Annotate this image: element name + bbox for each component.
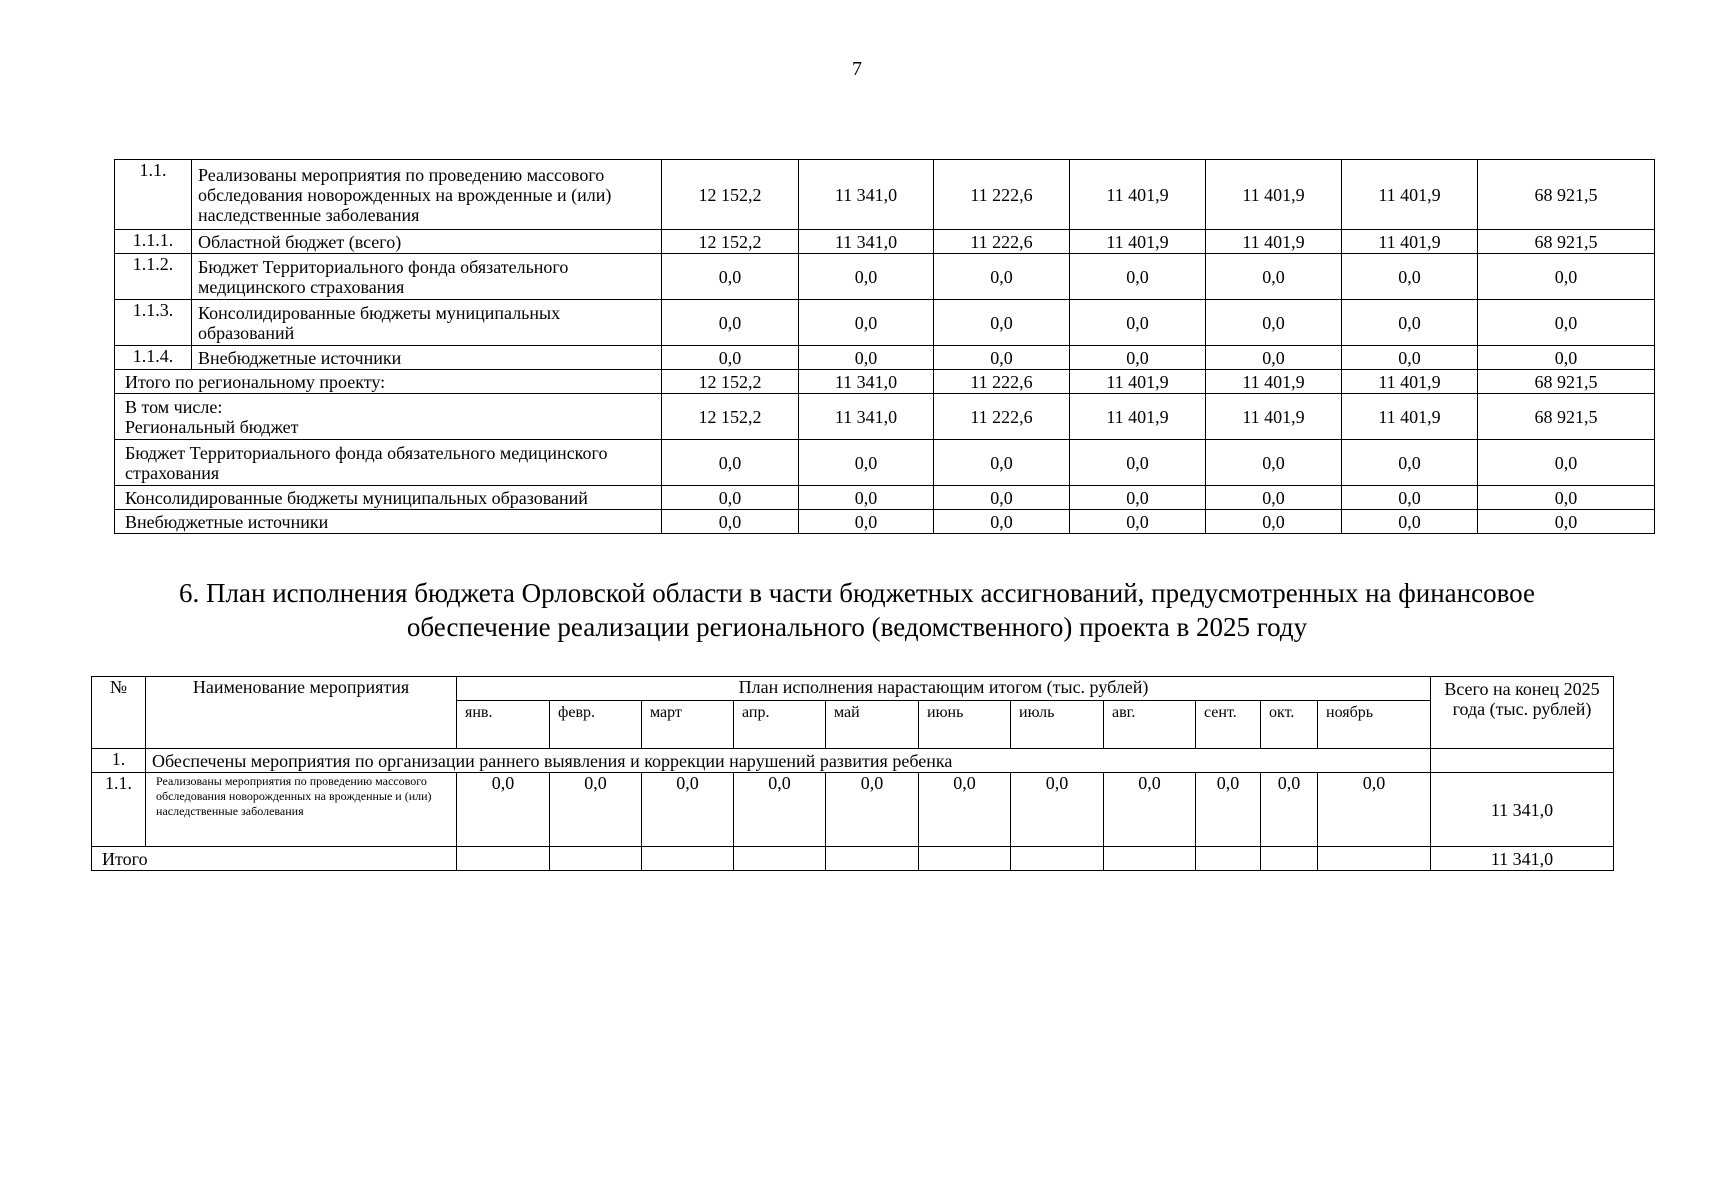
total-month-cell bbox=[734, 847, 826, 871]
row-name: Внебюджетные источники bbox=[192, 346, 662, 370]
summary-row bbox=[115, 510, 1655, 534]
month-header: февр. bbox=[550, 701, 642, 749]
summary-value: 11 341,0 bbox=[799, 370, 934, 394]
summary-row bbox=[115, 370, 1655, 394]
month-value: 0,0 bbox=[919, 773, 1011, 847]
row-code: 1.1.2. bbox=[115, 254, 192, 300]
table-row bbox=[115, 160, 1655, 230]
table-row bbox=[115, 254, 1655, 300]
row-value: 0,0 bbox=[1206, 300, 1342, 346]
row-value: 12 152,2 bbox=[662, 230, 799, 254]
summary-value: 11 401,9 bbox=[1342, 370, 1478, 394]
month-header: май bbox=[826, 701, 919, 749]
summary-value: 0,0 bbox=[1070, 486, 1206, 510]
summary-value: 0,0 bbox=[1478, 486, 1655, 510]
month-header: июль bbox=[1011, 701, 1104, 749]
month-value: 0,0 bbox=[1104, 773, 1196, 847]
month-header: авг. bbox=[1104, 701, 1196, 749]
summary-value: 11 401,9 bbox=[1070, 394, 1206, 440]
row-value: 0,0 bbox=[934, 254, 1070, 300]
month-value: 0,0 bbox=[550, 773, 642, 847]
summary-row bbox=[115, 440, 1655, 486]
total-label: Итого bbox=[92, 847, 457, 871]
table-row bbox=[115, 230, 1655, 254]
header-total: Всего на конец 2025 года (тыс. рублей) bbox=[1431, 677, 1614, 749]
row-name: Реализованы мероприятия по проведению массового обследования новорожденных на врожденные и (или) наследственные заболевания bbox=[192, 160, 662, 230]
summary-name: Итого по региональному проекту: bbox=[115, 370, 662, 394]
row-value: 0,0 bbox=[934, 300, 1070, 346]
row-value: 11 222,6 bbox=[934, 160, 1070, 230]
row-value: 12 152,2 bbox=[662, 160, 799, 230]
summary-name: Внебюджетные источники bbox=[115, 510, 662, 534]
row-value: 0,0 bbox=[799, 254, 934, 300]
month-header: сент. bbox=[1196, 701, 1261, 749]
summary-value: 0,0 bbox=[1070, 510, 1206, 534]
summary-name: Бюджет Территориального фонда обязательного медицинского страхования bbox=[115, 440, 662, 486]
row-code: 1.1.1. bbox=[115, 230, 192, 254]
summary-value: 11 222,6 bbox=[934, 394, 1070, 440]
row-value: 0,0 bbox=[1478, 254, 1655, 300]
row-value: 0,0 bbox=[1342, 346, 1478, 370]
summary-value: 12 152,2 bbox=[662, 394, 799, 440]
summary-value: 0,0 bbox=[1206, 440, 1342, 486]
item-code: 1.1. bbox=[92, 773, 146, 847]
month-header: март bbox=[642, 701, 734, 749]
item-name: Реализованы мероприятия по проведению массового обследования новорожденных на врожденные и (или) наследственные заболевания bbox=[146, 773, 457, 847]
total-month-cell bbox=[826, 847, 919, 871]
row-value: 11 401,9 bbox=[1070, 160, 1206, 230]
row-value: 11 401,9 bbox=[1206, 230, 1342, 254]
summary-value: 0,0 bbox=[1478, 440, 1655, 486]
row-value: 0,0 bbox=[1070, 254, 1206, 300]
summary-value: 11 401,9 bbox=[1070, 370, 1206, 394]
month-value: 0,0 bbox=[1011, 773, 1104, 847]
total-month-cell bbox=[919, 847, 1011, 871]
summary-value: 0,0 bbox=[662, 510, 799, 534]
summary-value: 0,0 bbox=[799, 510, 934, 534]
month-header: ноябрь bbox=[1318, 701, 1431, 749]
summary-value: 12 152,2 bbox=[662, 370, 799, 394]
month-value: 0,0 bbox=[826, 773, 919, 847]
total-month-cell bbox=[1011, 847, 1104, 871]
summary-value: 68 921,5 bbox=[1478, 370, 1655, 394]
month-value: 0,0 bbox=[457, 773, 550, 847]
row-value: 0,0 bbox=[662, 254, 799, 300]
row-value: 0,0 bbox=[1206, 346, 1342, 370]
total-value: 11 341,0 bbox=[1431, 847, 1614, 871]
row-name: Консолидированные бюджеты муниципальных образований bbox=[192, 300, 662, 346]
header-name: Наименование мероприятия bbox=[146, 677, 457, 749]
row-value: 0,0 bbox=[662, 346, 799, 370]
summary-value: 0,0 bbox=[934, 486, 1070, 510]
summary-value: 0,0 bbox=[799, 486, 934, 510]
section-heading-line1: 6. План исполнения бюджета Орловской области в части бюджетных ассигнований, предусмотренных на финансовое bbox=[179, 578, 1535, 608]
month-header: июнь bbox=[919, 701, 1011, 749]
row-value: 11 341,0 bbox=[799, 230, 934, 254]
summary-value: 0,0 bbox=[1070, 440, 1206, 486]
row-value: 0,0 bbox=[1070, 346, 1206, 370]
total-month-cell bbox=[642, 847, 734, 871]
section-heading-line2: обеспечение реализации регионального (ведомственного) проекта в 2025 году bbox=[406, 612, 1308, 642]
row-value: 0,0 bbox=[1342, 300, 1478, 346]
item-total: 11 341,0 bbox=[1431, 773, 1614, 847]
month-value: 0,0 bbox=[1196, 773, 1261, 847]
summary-value: 11 401,9 bbox=[1206, 394, 1342, 440]
month-header: апр. bbox=[734, 701, 826, 749]
summary-value: 68 921,5 bbox=[1478, 394, 1655, 440]
summary-row bbox=[115, 394, 1655, 440]
month-value: 0,0 bbox=[642, 773, 734, 847]
row-value: 68 921,5 bbox=[1478, 230, 1655, 254]
row-code: 1.1.3. bbox=[115, 300, 192, 346]
summary-value: 0,0 bbox=[934, 510, 1070, 534]
row-value: 0,0 bbox=[1478, 300, 1655, 346]
header-num: № bbox=[92, 677, 146, 749]
row-value: 0,0 bbox=[1342, 254, 1478, 300]
total-month-cell bbox=[457, 847, 550, 871]
summary-row bbox=[115, 486, 1655, 510]
budget-table bbox=[114, 159, 1655, 534]
row-name: Бюджет Территориального фонда обязательного медицинского страхования bbox=[192, 254, 662, 300]
table-row bbox=[115, 300, 1655, 346]
total-month-cell bbox=[1104, 847, 1196, 871]
summary-value: 11 341,0 bbox=[799, 394, 934, 440]
row-value: 0,0 bbox=[662, 300, 799, 346]
summary-value: 0,0 bbox=[1342, 510, 1478, 534]
month-value: 0,0 bbox=[1318, 773, 1431, 847]
summary-value: 0,0 bbox=[662, 440, 799, 486]
table-row bbox=[115, 346, 1655, 370]
row-value: 0,0 bbox=[799, 300, 934, 346]
group-code: 1. bbox=[92, 749, 146, 773]
summary-value: 11 222,6 bbox=[934, 370, 1070, 394]
summary-value: 0,0 bbox=[1342, 440, 1478, 486]
month-header: янв. bbox=[457, 701, 550, 749]
row-code: 1.1. bbox=[115, 160, 192, 230]
row-value: 11 401,9 bbox=[1206, 160, 1342, 230]
summary-value: 0,0 bbox=[934, 440, 1070, 486]
row-value: 11 401,9 bbox=[1342, 160, 1478, 230]
summary-value: 11 401,9 bbox=[1206, 370, 1342, 394]
summary-value: 0,0 bbox=[662, 486, 799, 510]
row-value: 0,0 bbox=[1206, 254, 1342, 300]
month-header: окт. bbox=[1261, 701, 1318, 749]
row-value: 11 222,6 bbox=[934, 230, 1070, 254]
total-month-cell bbox=[1261, 847, 1318, 871]
row-value: 11 401,9 bbox=[1070, 230, 1206, 254]
summary-value: 11 401,9 bbox=[1342, 394, 1478, 440]
row-value: 68 921,5 bbox=[1478, 160, 1655, 230]
total-month-cell bbox=[1318, 847, 1431, 871]
summary-value: 0,0 bbox=[1342, 486, 1478, 510]
summary-name-line2: Региональный бюджет bbox=[125, 416, 299, 437]
summary-value: 0,0 bbox=[1478, 510, 1655, 534]
summary-value: 0,0 bbox=[1206, 486, 1342, 510]
summary-name: Консолидированные бюджеты муниципальных образований bbox=[115, 486, 662, 510]
header-plan: План исполнения нарастающим итогом (тыс. рублей) bbox=[457, 677, 1431, 701]
total-month-cell bbox=[1196, 847, 1261, 871]
row-value: 11 401,9 bbox=[1342, 230, 1478, 254]
section-heading bbox=[90, 576, 1624, 644]
month-value: 0,0 bbox=[734, 773, 826, 847]
row-value: 0,0 bbox=[1478, 346, 1655, 370]
summary-value: 0,0 bbox=[799, 440, 934, 486]
row-name: Областной бюджет (всего) bbox=[192, 230, 662, 254]
row-value: 0,0 bbox=[1070, 300, 1206, 346]
group-name: Обеспечены мероприятия по организации раннего выявления и коррекции нарушений развития ребенка bbox=[146, 749, 1431, 773]
row-value: 0,0 bbox=[799, 346, 934, 370]
row-value: 0,0 bbox=[934, 346, 1070, 370]
summary-value: 0,0 bbox=[1206, 510, 1342, 534]
row-value: 11 341,0 bbox=[799, 160, 934, 230]
summary-name bbox=[115, 394, 662, 440]
row-code: 1.1.4. bbox=[115, 346, 192, 370]
summary-name-line1: В том числе: bbox=[125, 396, 223, 417]
group-total bbox=[1431, 749, 1614, 773]
page-number: 7 bbox=[852, 58, 862, 80]
month-value: 0,0 bbox=[1261, 773, 1318, 847]
execution-plan-table bbox=[91, 676, 1614, 871]
total-month-cell bbox=[550, 847, 642, 871]
